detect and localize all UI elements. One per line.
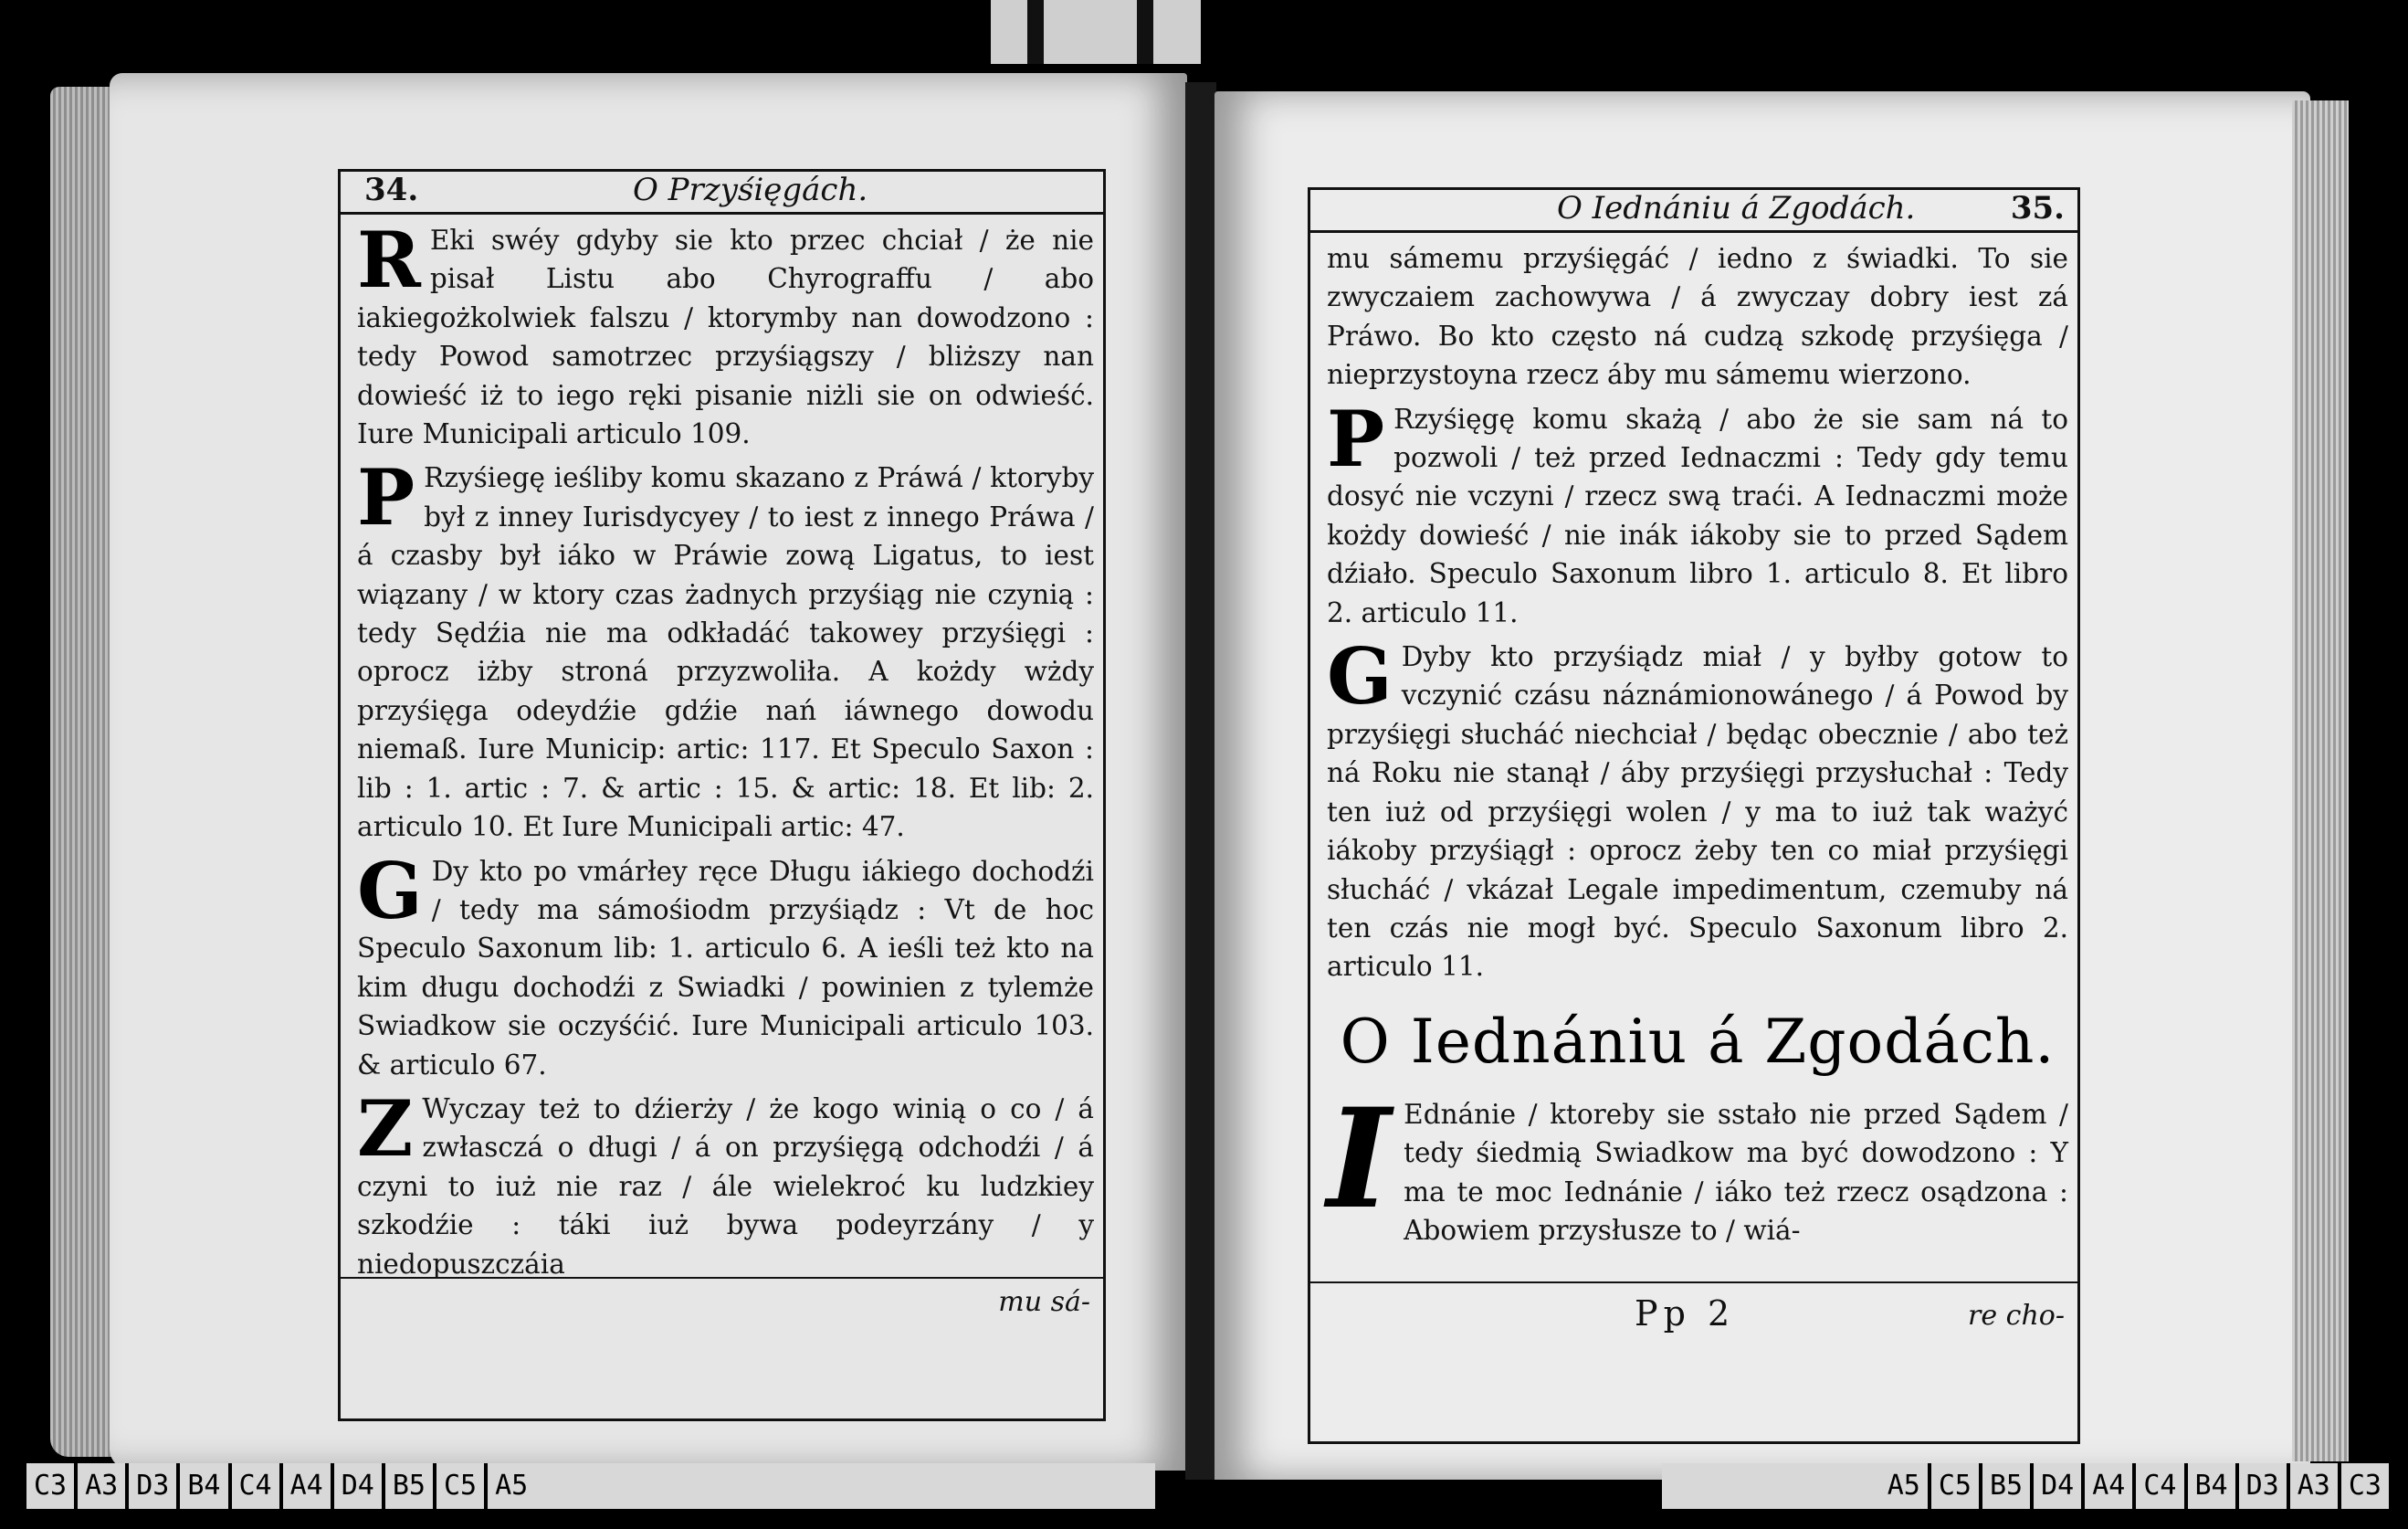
right-text-frame: [1308, 187, 2080, 1444]
right-folio: 35.: [2010, 190, 2065, 227]
calibration-patch: B5: [382, 1463, 433, 1509]
calibration-patch: A4: [279, 1463, 331, 1509]
paragraph: [357, 452, 1094, 846]
paragraph: [1327, 393, 2068, 632]
paragraph-text: Wyczay też to dźierży / że kogo winią o co / á zwłasczá o długi / á on przyśięgą odchodźi / á czyni to iuż nie raz / ále wielekroć ku ludzkiey szkodźie : táki iuż bywa podeyrzány / y niedopuszczáia: [357, 1092, 1094, 1280]
right-page-edges: [2292, 100, 2349, 1461]
drop-initial: Z: [357, 1082, 414, 1174]
book-gutter: [1185, 82, 1216, 1480]
calibration-patch: C3: [2341, 1463, 2392, 1509]
color-calibration-strip-left: [23, 1463, 1155, 1509]
calibration-patch: A3: [74, 1463, 125, 1509]
paragraph: [357, 1082, 1094, 1283]
calibration-patch: C5: [1931, 1463, 1982, 1509]
header-rule: [341, 212, 1103, 215]
top-scan-strip: [991, 0, 1201, 64]
paragraph: [1327, 631, 2068, 986]
calibration-patch: A5: [484, 1463, 535, 1509]
calibration-patch: A4: [2085, 1463, 2136, 1509]
calibration-patch: B4: [2188, 1463, 2239, 1509]
paragraph: [357, 845, 1094, 1084]
paragraph-text: Rzyśięgę komu skażą / abo że sie sam ná to pozwoli / też przed Iednaczmi : Tedy gdy temu dosyć nie vczyni / rzecz swą traći. A Iednaczmi może kożdy dowieść / nie inák iákoby sie to przed Sądem dźiało. Speculo Saxonum libro 1. articulo 8. Et libro 2. articulo 11.: [1327, 403, 2068, 628]
paragraph: [357, 215, 1094, 453]
drop-initial: G: [357, 845, 423, 936]
paragraph-text: Dy kto po vmárłey ręce Długu iákiego dochodźi / tedy ma sámośiodm przyśiądz : Vt de hoc Speculo Saxonum lib: 1. articulo 6. A ieśli też kto na kim długu dochodźi z Swiadki / powinien z tylemże Swiadkow sie oczyśćić. Iure Municipali articulo 103. & articulo 67.: [357, 855, 1094, 1081]
drop-initial: R: [357, 215, 421, 305]
footer-rule: [341, 1277, 1103, 1279]
paragraph: [1327, 239, 2068, 395]
ornamental-initial: I: [1327, 1078, 1392, 1239]
paragraph-text: Dyby kto przyśiądz miał / y byłby gotow to vczynić czásu náznámionowánego / á Powod by przyśięgi słucháć niechciał / będąc obecznie / abo też ná Roku nie stanął / áby przyśięgi przysłuchał : Tedy ten iuż od przyśięgi wolen / y ma to iuż tak ważyć iákoby przyśiągł : oprocz żeby ten co miał przyśięgi słucháć / vkázał Legale impedimentum, czemuby ná ten czás nie mogł być. Speculo Saxonum libro 2. articulo 11.: [1327, 641, 2068, 983]
signature-mark: Pp 2: [1635, 1293, 1736, 1334]
calibration-patch: B5: [1982, 1463, 2034, 1509]
section-title: O Iednániu á Zgodách.: [1340, 1006, 2056, 1077]
left-text-block: [357, 215, 1094, 1289]
calibration-patch: A3: [2290, 1463, 2341, 1509]
drop-initial: P: [1327, 393, 1385, 484]
paragraph-text: Rzyśiegę ieśliby komu skazano z Práwá / ktoryby był z inney Iurisdycyey / to iest z innego Práwa / á czasby był iáko w Práwie zową Ligatus, to iest wiązany / w ktory czas żadnych przyśiąg nie czynią : tedy Sędźia nie ma odkładáć takowey przyśięgi : oprocz iżby stroná przyzwoliła. A kożdy wżdy przyśięga odeydźie gdźie nań iáwnego dowodu niemaß. Iure Municip: artic: 117. Et Speculo Saxon : lib : 1. artic : 7. & artic : 15. & artic: 18. Et lib: 2. articulo 10. Et Iure Municipali artic: 47.: [357, 462, 1094, 843]
bottom-border: [0, 1509, 2408, 1529]
right-catchword: re cho-: [1968, 1300, 2065, 1332]
left-text-frame: [338, 169, 1106, 1421]
right-running-head: O Iednániu á Zgodách.: [1557, 190, 1916, 227]
calibration-patch: D4: [2034, 1463, 2085, 1509]
footer-rule: [1310, 1281, 2077, 1283]
paragraph-text: Eki swéy gdyby sie kto przec chciał / że nie pisał Listu abo Chyrograffu / abo iakiegożkolwiek falszu / ktorymby nan dowodzono : tedy Powod samotrzec przyśiągszy / bliższy nan dowieść iż to iego ręki pisanie niżli sie on odwieść. Iure Municipali articulo 109.: [357, 225, 1094, 450]
paragraph: [1327, 1078, 2068, 1250]
paragraph-text: Ednánie / ktoreby sie sstało nie przed Sądem / tedy śiedmią Swiadkow ma być dowodzono : Y ma te moc Iednánie / iáko też rzecz osądzona : Abowiem przysłusze to / wiá-: [1404, 1098, 2068, 1246]
calibration-patch: C4: [228, 1463, 279, 1509]
left-folio: 34.: [364, 172, 419, 208]
calibration-patch: B4: [176, 1463, 227, 1509]
strip-bar: [1027, 0, 1044, 64]
strip-bar: [1137, 0, 1153, 64]
calibration-patch: D3: [2239, 1463, 2290, 1509]
calibration-patch: A5: [1880, 1463, 1931, 1509]
calibration-patch: C5: [433, 1463, 484, 1509]
calibration-patch: C3: [23, 1463, 74, 1509]
drop-initial: G: [1327, 631, 1393, 722]
paragraph-text: mu sámemu przyśięgáć / iedno z świadki. To sie zwyczaiem zachowywa / á zwyczay dobry iest zá Práwo. Bo kto często ná cudzą szkodę przyśięga / nieprzystoyna rzecz áby mu sámemu wierzono.: [1327, 243, 2068, 391]
right-text-block: [1327, 239, 2068, 1255]
calibration-patch: D4: [331, 1463, 382, 1509]
color-calibration-strip-right: [1662, 1463, 2392, 1509]
left-catchword: mu sá-: [998, 1286, 1090, 1318]
header-rule: [1310, 230, 2077, 233]
calibration-patch: C4: [2136, 1463, 2187, 1509]
calibration-patch: D3: [125, 1463, 176, 1509]
left-running-head: O Przyśięgách.: [633, 172, 868, 208]
drop-initial: P: [357, 452, 415, 543]
